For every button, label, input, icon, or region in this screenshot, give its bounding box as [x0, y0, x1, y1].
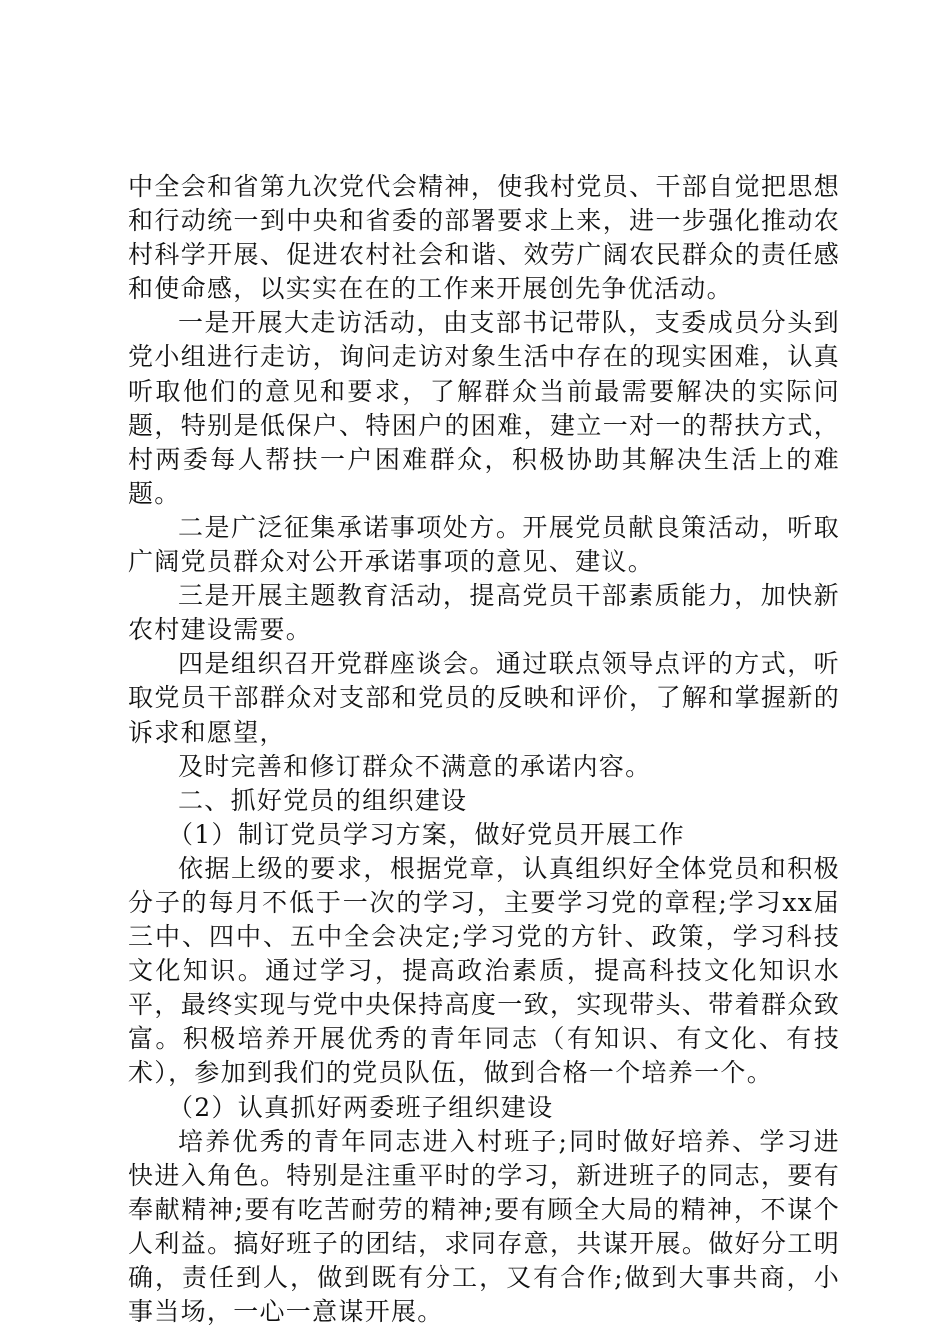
paragraph-item-four: 四是组织召开党群座谈会。通过联点领导点评的方式，听取党员干部群众对支部和党员的反映和评价，了解和掌握新的诉求和愿望，: [128, 649, 840, 747]
paragraph-item-two: 二是广泛征集承诺事项处方。开展党员献良策活动，听取广阔党员群众对公开承诺事项的意见、建议。: [128, 512, 840, 577]
document-body: [128, 170, 840, 1329]
paragraph-item-four-cont: 及时完善和修订群众不满意的承诺内容。: [178, 751, 652, 781]
paragraph-item-three: 三是开展主题教育活动，提高党员干部素质能力，加快新农村建设需要。: [128, 581, 840, 645]
paragraph-study-plan: 依据上级的要求，根据党章，认真组织好全体党员和积极分子的每月不低于一次的学习，主要学习党的章程;学习xx届三中、四中、五中全会决定;学习党的方针、政策，学习科技文化知识。通过学习，提高政治素质，提高科技文化知识水平，最终实现与党中央保持高度一致，实现带头、带着群众致富。积极培养开展优秀的青年同志（有知识、有文化、有技术），参加到我们的党员队伍，做到合格一个培养一个。: [128, 853, 840, 1088]
paragraph-committee-building: 培养优秀的青年同志进入村班子;同时做好培养、学习进快进入角色。特别是注重平时的学习，新进班子的同志，要有奉献精神;要有吃苦耐劳的精神;要有顾全大局的精神，不谋个人利益。搞好班子的团结，求同存意，共谋开展。做好分工明确，责任到人，做到既有分工，又有合作;做到大事共商，小事当场，一心一意谋开展。: [128, 1126, 840, 1327]
paragraph-continuation: 中全会和省第九次党代会精神，使我村党员、干部自觉把思想和行动统一到中央和省委的部署要求上来，进一步强化推动农村科学开展、促进农村社会和谐、效劳广阔农民群众的责任感和使命感，以实实在在的工作来开展创先争优活动。: [128, 172, 840, 304]
subsection-heading-1: （1）制订党员学习方案，做好党员开展工作: [168, 819, 685, 849]
subsection-heading-2: （2）认真抓好两委班子组织建设: [168, 1092, 554, 1122]
paragraph-item-one: 一是开展大走访活动，由支部书记带队，支委成员分头到党小组进行走访，询问走访对象生活中存在的现实困难，认真听取他们的意见和要求，了解群众当前最需要解决的实际问题，特别是低保户、特困户的困难，建立一对一的帮扶方式，村两委每人帮扶一户困难群众，积极协助其解决生活上的难题。: [128, 308, 840, 508]
section-heading-two: 二、抓好党员的组织建设: [178, 785, 468, 815]
